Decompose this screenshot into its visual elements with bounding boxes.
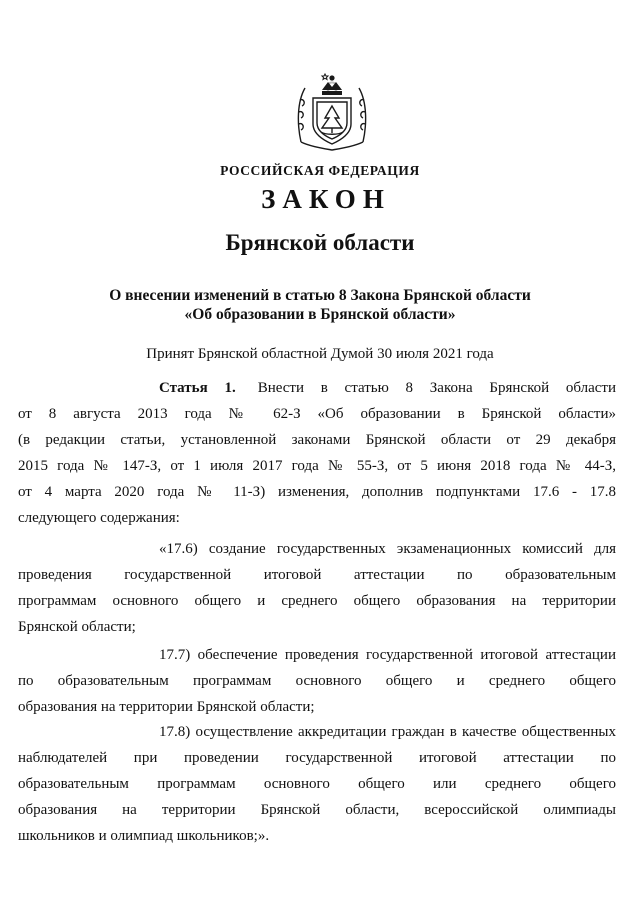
item-line: 17.7) обеспечение проведения государственной итоговой аттестации [159,647,616,663]
item-line: образовательным программам основного общего или среднего общего [18,776,616,792]
item-line: образования на территории Брянской области, всероссийской олимпиады [18,802,616,818]
article-1-line: (в редакции статьи, установленной законами Брянской области от 29 декабря [18,432,616,448]
coat-of-arms-icon [295,72,369,154]
document-title-line-1: О внесении изменений в статью 8 Закона Брянской области [109,287,531,304]
article-1-line: от 4 марта 2020 года № 11-З) изменения, дополнив подпунктами 17.6 - 17.8 [18,484,616,500]
article-1-line: следующего содержания: [18,510,180,526]
article-1 [18,375,616,531]
item-line: 17.8) осуществление аккредитации граждан в качестве общественных [159,724,616,740]
article-1-line: от 8 августа 2013 года № 62-З «Об образовании в Брянской области» [18,406,616,422]
item-17-8 [18,719,616,849]
item-line: проведения государственной итоговой аттестации по образовательным [18,567,616,583]
item-line: программам основного общего и среднего общего образования на территории [18,593,616,609]
item-17-7 [18,642,616,720]
article-1-line: 2015 года № 147-З, от 1 июля 2017 года № 55-З, от 5 июня 2018 года № 44-З, [18,458,616,474]
adoption-note: Принят Брянской областной Думой 30 июля 2021 года [146,346,494,362]
item-line: школьников и олимпиад школьников;». [18,828,270,844]
item-line: «17.6) создание государственных экзаменационных комиссий для [159,541,616,557]
article-label: Статья 1. [159,380,236,396]
law-heading: ЗАКОН [261,184,391,214]
document-title-line-2: «Об образовании в Брянской области» [184,306,456,323]
country-heading: РОССИЙСКАЯ ФЕДЕРАЦИЯ [220,163,420,178]
item-line: по образовательным программам основного общего и среднего общего [18,673,616,689]
item-17-6 [18,536,616,640]
item-line: наблюдателей при проведении государственной итоговой аттестации по [18,750,616,766]
item-line: образования на территории Брянской области; [18,699,315,715]
article-1-line [108,375,616,401]
item-line: Брянской области; [18,619,136,635]
article-1-line-text: Внести в статью 8 Закона Брянской области [257,380,616,396]
region-heading: Брянской области [225,230,415,255]
